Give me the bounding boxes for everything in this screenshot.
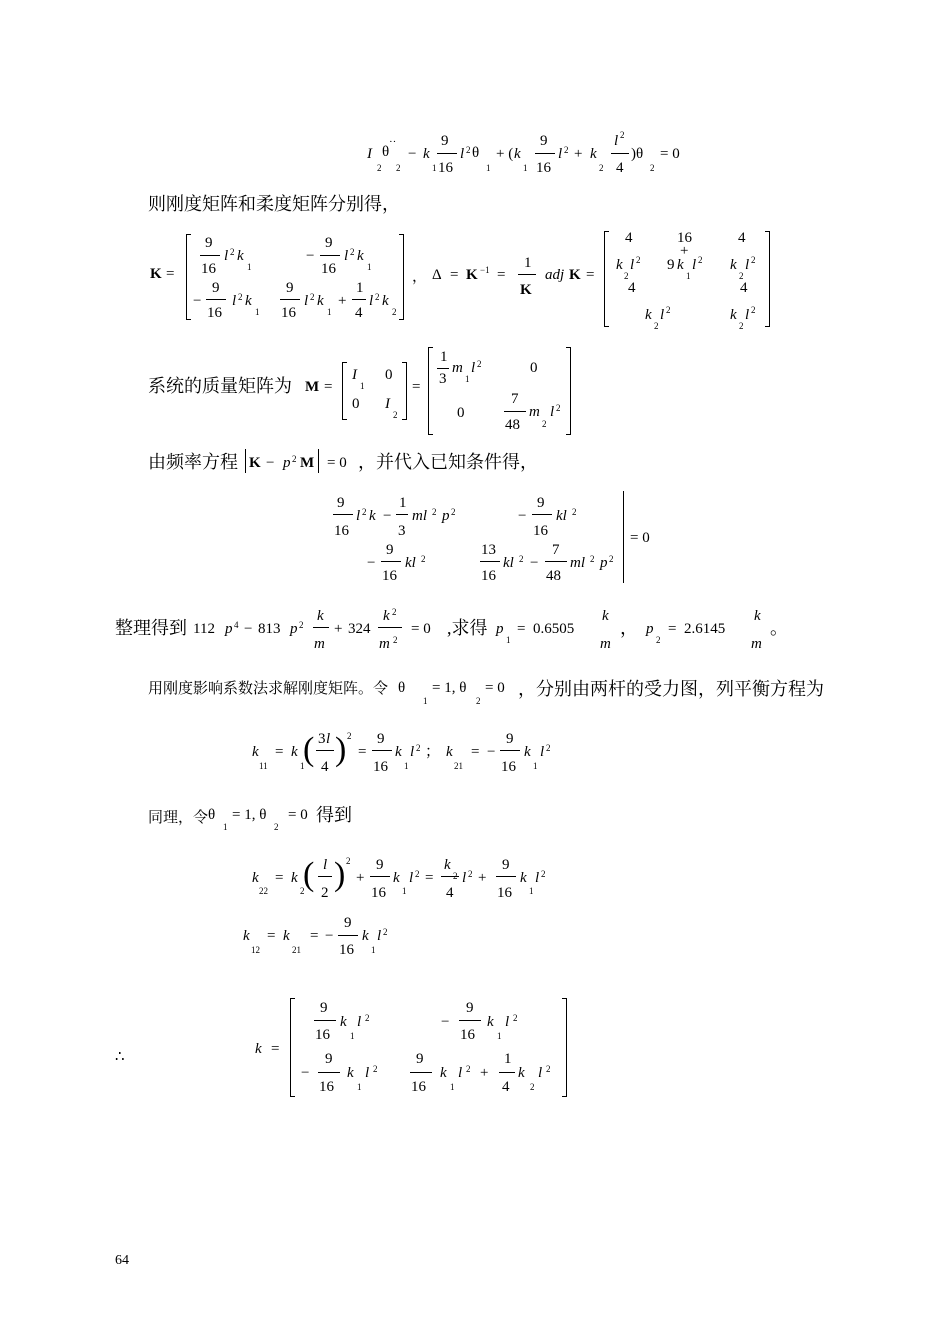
document-page: I 2 θ ·· 2 − k 1 9 16 l 2 θ 1 + ( k 1 9 16 l 2 + k 2 l 2 4 )θ 2 = 0 则刚度矩阵和柔度矩阵分别得， K = 9 16 l 2 k 1 − 9 16 l 2 k 1 − 9 16 l 2 k 1 9 16 l 2 k 1 + 1 4 l 2 k 2 ， Δ = K −1 = 1 K adj K = 4 16 4 + k 2 l 2 9 k 1 l 2 k 2 l 2 4 4 k 2 l 2 k 2 l 2 系统的质量矩阵为 M = I 1 0 0 I 2 = 1 3 m 1 l 2 0 0 7 48 m 2 l 2 由频率方程 K − p 2 M = 0 ，并代入已知条件得， 9 16 l 2 k − 1 3 ml 2 p 2 − 9 16 kl 2 − 9 16 kl 2 13 16 kl 2 − 7 48 ml 2 p 2 = 0 整理得到 112 p 4 − 813 p 2 k m + 324 k 2 m 2 = 0 ,求得 p 1 = 0.6505 k m p 2 = 2.6145 k m ， 。 用刚度影响系数法求解刚度矩阵。令 θ 1 = 1, θ 2 = 0 ，分别由两杆的受力图，列平衡方程为 k 11 = k 1 ( 3 l 4 ) 2 = 9 16 k 1 l 2 ； k 21 = − 9 16 k 1 l 2 同理，令 θ 1 = 1, θ 2 = 0 得到 k 22 = k 2 ( l 2 ) 2 + 9 16 k 1 l 2 = k 4 l 2 + 9 16 k 1 l 2 k 12 = k 21 = − 9 16 k 1 l 2 ∴ k = 9 16 k 1 l 2 − 9 16 k 1 l 2 − 9 16 k 1 l 2 9 16 k 1 l 2 + 1 4 k 2 l 2 64 [115,130,824,1268]
therefore-symbol: ∴ [115,1049,125,1065]
text-result-end: 。 [770,618,788,638]
text-mass-matrix: 系统的质量矩阵为 [148,376,292,396]
text-same-suffix: 得到 [316,805,352,825]
text-same: 同理，令 [148,810,209,826]
text-result-mid: ,求得 [447,618,488,638]
page-number: 64 [115,1253,129,1268]
text-result-comma: ， [620,618,638,638]
text-frequency-suffix: ，并代入已知条件得， [358,452,538,472]
text-method-suffix: ，分别由两杆的受力图，列平衡方程为 [518,679,824,699]
text-stiffness-flexibility: 则刚度矩阵和柔度矩阵分别得， [148,194,400,214]
text-frequency-prefix: 由频率方程 [148,452,238,472]
text-method: 用刚度影响系数法求解刚度矩阵。令 [148,681,389,697]
text-result-prefix: 整理得到 [115,618,187,638]
